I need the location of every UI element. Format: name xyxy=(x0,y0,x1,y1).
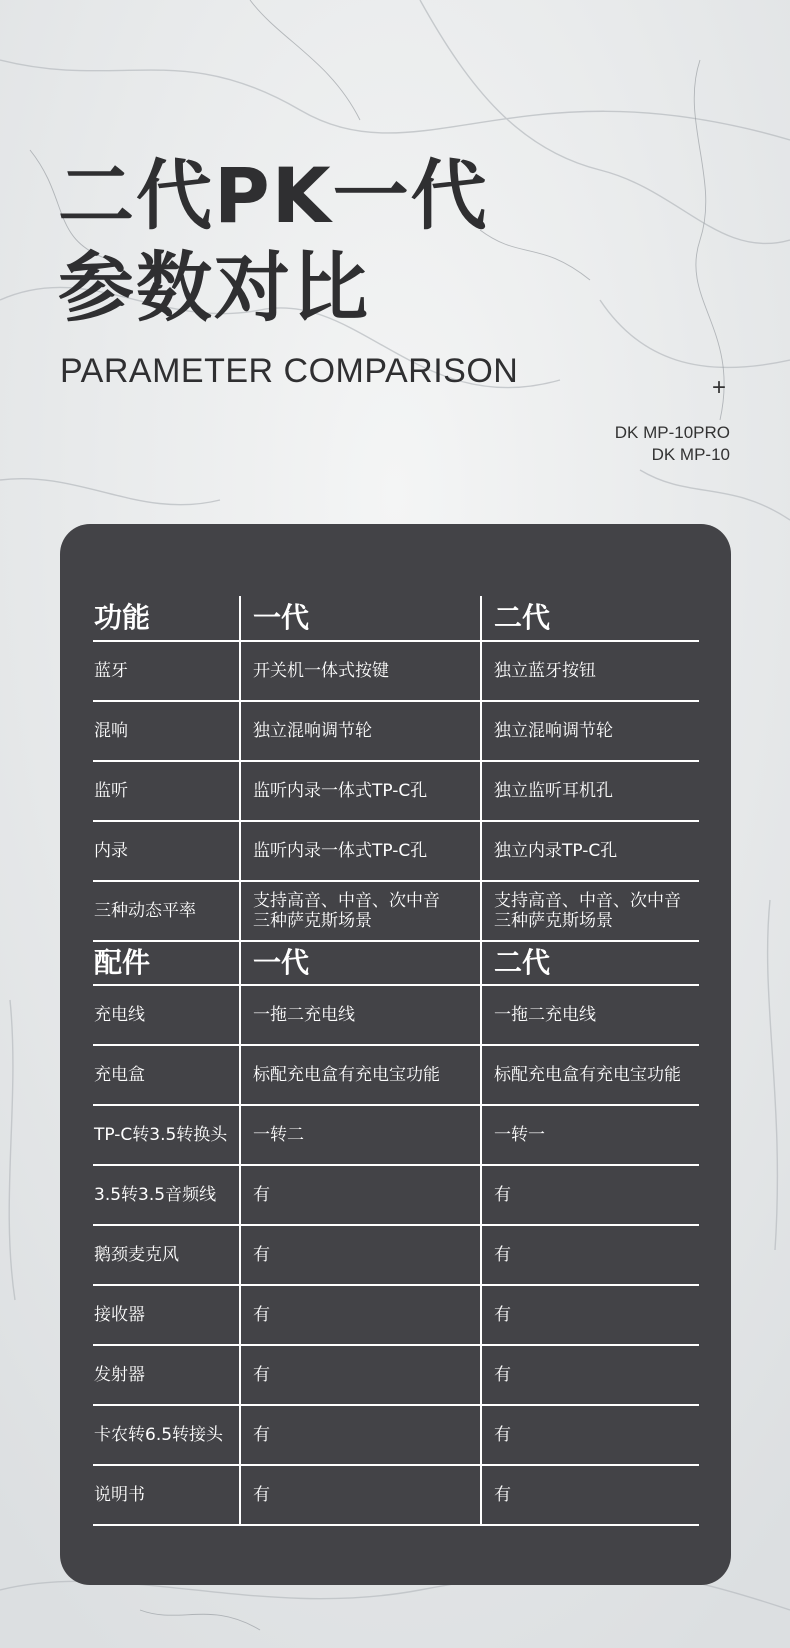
table-row xyxy=(93,1465,699,1525)
table-row xyxy=(93,1105,699,1165)
table-cell: 鹅颈麦克风 xyxy=(93,1225,240,1285)
table-cell: 有 xyxy=(481,1465,699,1525)
title-line-2: 参数对比 xyxy=(58,243,370,332)
table-cell: 说明书 xyxy=(93,1465,240,1525)
table-cell: 3.5转3.5音频线 xyxy=(93,1165,240,1225)
table-cell: 标配充电盒有充电宝功能 xyxy=(240,1045,481,1105)
table-cell-line: 三种萨克斯场景 xyxy=(494,911,613,931)
table-row xyxy=(93,1045,699,1105)
table-cell: 三种动态平率 xyxy=(93,881,240,941)
table-cell: 一转二 xyxy=(240,1105,481,1165)
table-row xyxy=(93,1285,699,1345)
table-header-row xyxy=(93,596,699,641)
table-header-row xyxy=(93,941,699,985)
table-row xyxy=(93,821,699,881)
table-row xyxy=(93,1345,699,1405)
table-cell: 蓝牙 xyxy=(93,641,240,701)
table-cell: 独立混响调节轮 xyxy=(240,701,481,761)
table-cell: 独立监听耳机孔 xyxy=(481,761,699,821)
table-cell: 有 xyxy=(481,1165,699,1225)
plus-icon: + xyxy=(712,374,727,401)
table-cell: 有 xyxy=(240,1405,481,1465)
table-row xyxy=(93,1225,699,1285)
table-cell-line: 支持高音、中音、次中音 xyxy=(253,891,440,911)
table-cell: 有 xyxy=(481,1225,699,1285)
table-cell: 发射器 xyxy=(93,1345,240,1405)
table-cell: 充电线 xyxy=(93,985,240,1045)
table-cell: 独立内录TP-C孔 xyxy=(481,821,699,881)
table-header-cell: 配件 xyxy=(93,941,240,985)
table-cell: 一拖二充电线 xyxy=(481,985,699,1045)
title-line-1: 二代PK一代 xyxy=(58,151,489,240)
table-cell: 有 xyxy=(240,1225,481,1285)
table-cell: 有 xyxy=(240,1285,481,1345)
table-cell: 监听 xyxy=(93,761,240,821)
table-row xyxy=(93,701,699,761)
table-row xyxy=(93,881,699,941)
table-cell: 开关机一体式按键 xyxy=(240,641,481,701)
table-cell xyxy=(240,881,481,941)
table-cell: 有 xyxy=(240,1165,481,1225)
comparison-table xyxy=(93,596,699,1526)
table-cell: 充电盒 xyxy=(93,1045,240,1105)
table-row xyxy=(93,1165,699,1225)
table-cell: 一转一 xyxy=(481,1105,699,1165)
table-cell: 独立蓝牙按钮 xyxy=(481,641,699,701)
table-row xyxy=(93,641,699,701)
model-new: DK MP-10PRO xyxy=(614,423,730,442)
table-cell-line: 三种萨克斯场景 xyxy=(253,911,372,931)
table-cell: 一拖二充电线 xyxy=(240,985,481,1045)
table-header-cell: 一代 xyxy=(240,941,481,985)
table-cell: 有 xyxy=(481,1345,699,1405)
table-cell: 监听内录一体式TP-C孔 xyxy=(240,821,481,881)
table-cell: TP-C转3.5转换头 xyxy=(93,1105,240,1165)
table-cell xyxy=(481,881,699,941)
table-header-cell: 二代 xyxy=(481,941,699,985)
table-header-cell: 功能 xyxy=(93,596,240,641)
table-header-cell: 一代 xyxy=(240,596,481,641)
table-cell: 独立混响调节轮 xyxy=(481,701,699,761)
model-old: DK MP-10 xyxy=(651,445,730,464)
table-cell: 标配充电盒有充电宝功能 xyxy=(481,1045,699,1105)
page-title xyxy=(58,150,489,334)
table-cell: 有 xyxy=(481,1405,699,1465)
table-row xyxy=(93,985,699,1045)
comparison-panel xyxy=(60,524,731,1585)
table-cell: 监听内录一体式TP-C孔 xyxy=(240,761,481,821)
table-cell: 混响 xyxy=(93,701,240,761)
page-subtitle: PARAMETER COMPARISON xyxy=(60,352,519,390)
table-header-cell: 二代 xyxy=(481,596,699,641)
table-cell: 有 xyxy=(240,1345,481,1405)
model-names xyxy=(615,422,730,466)
table-row xyxy=(93,1405,699,1465)
table-cell-line: 支持高音、中音、次中音 xyxy=(494,891,681,911)
table-row xyxy=(93,761,699,821)
table-cell: 接收器 xyxy=(93,1285,240,1345)
table-cell: 内录 xyxy=(93,821,240,881)
table-cell: 有 xyxy=(240,1465,481,1525)
table-cell: 卡农转6.5转接头 xyxy=(93,1405,240,1465)
table-cell: 有 xyxy=(481,1285,699,1345)
